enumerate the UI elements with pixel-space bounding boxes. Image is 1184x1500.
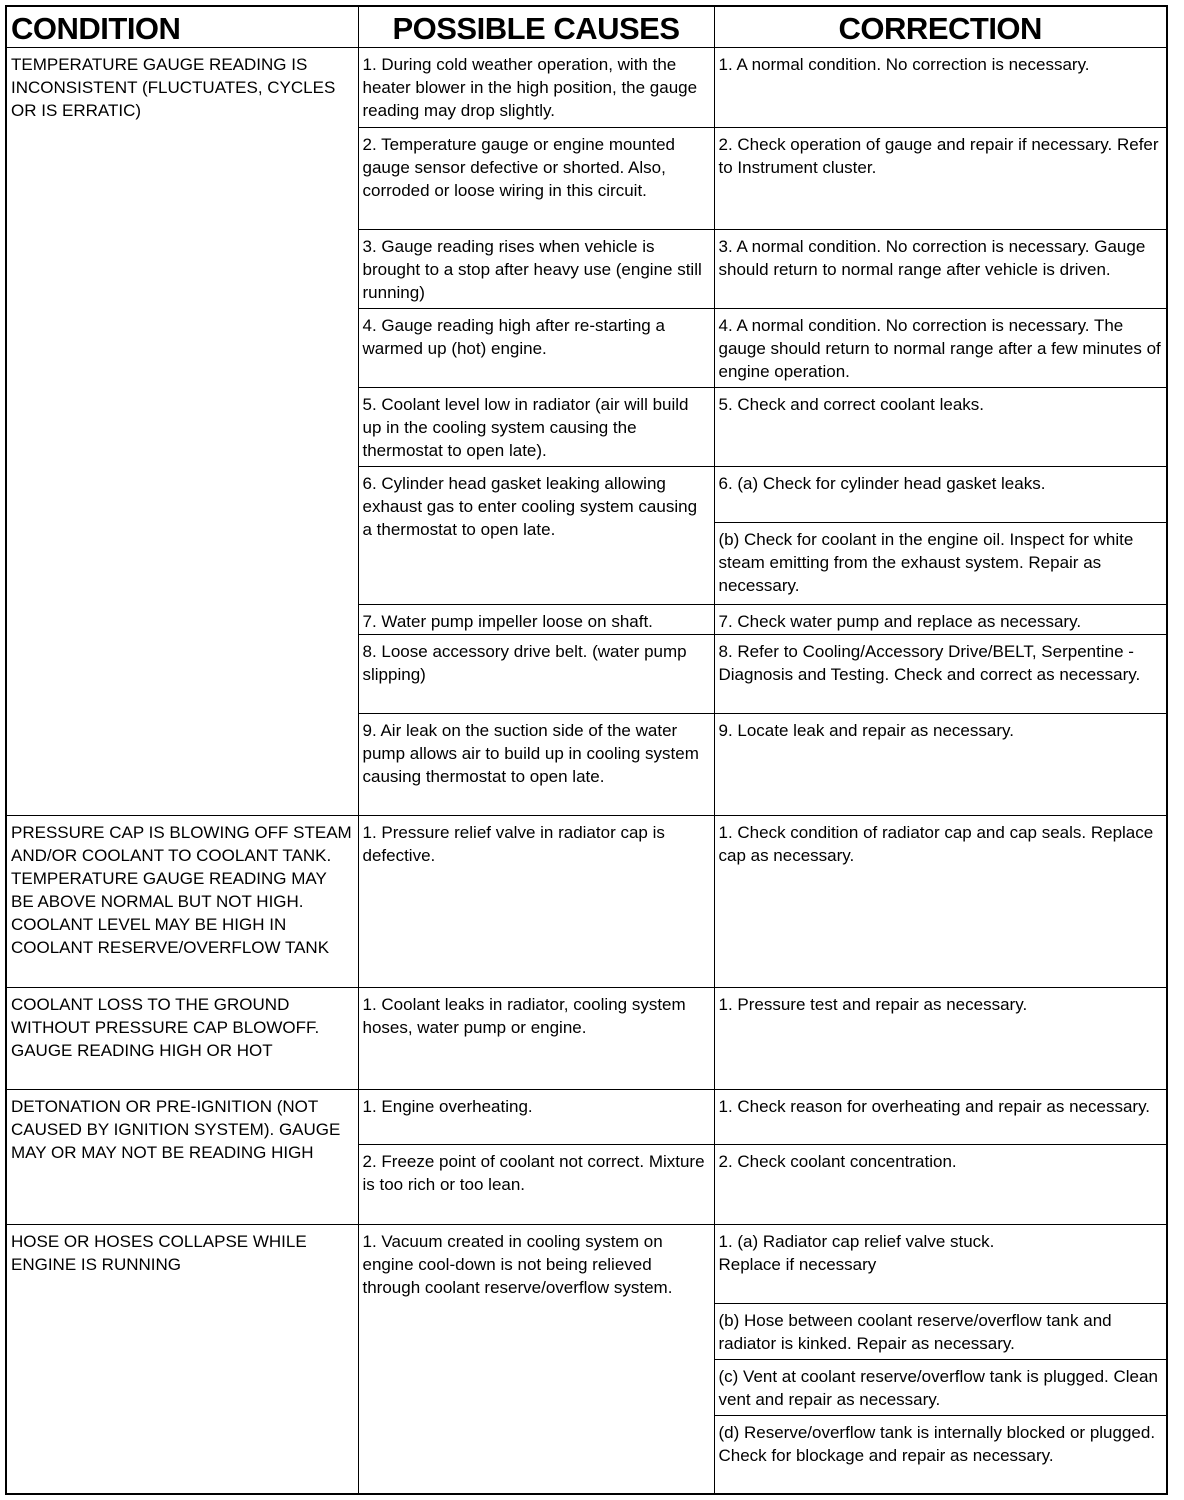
correction-cell: 1. Check reason for overheating and repair as necessary. (714, 1089, 1167, 1144)
cause-cell: 1. Coolant leaks in radiator, cooling system hoses, water pump or engine. (358, 987, 714, 1089)
correction-cell: (c) Vent at coolant reserve/overflow tank is plugged. Clean vent and repair as necessary. (714, 1359, 1167, 1415)
cause-cell: 9. Air leak on the suction side of the water pump allows air to build up in cooling system causing thermostat to open late. (358, 713, 714, 815)
table-row (6, 1224, 1167, 1303)
table-row (6, 47, 1167, 127)
correction-cell: 2. Check coolant concentration. (714, 1144, 1167, 1224)
correction-cell: 1. Check condition of radiator cap and cap seals. Replace cap as necessary. (714, 815, 1167, 987)
correction-cell: 1. (a) Radiator cap relief valve stuck. Replace if necessary (714, 1224, 1167, 1303)
correction-cell: 1. Pressure test and repair as necessary. (714, 987, 1167, 1089)
cause-cell: 6. Cylinder head gasket leaking allowing exhaust gas to enter cooling system causing a thermostat to open late. (358, 466, 714, 604)
table-row (6, 1089, 1167, 1144)
header-condition: CONDITION (6, 6, 358, 47)
header-correction: CORRECTION (714, 6, 1167, 47)
table-body (6, 47, 1167, 1494)
table-row (6, 987, 1167, 1089)
correction-cell: (b) Hose between coolant reserve/overflow tank and radiator is kinked. Repair as necessary. (714, 1303, 1167, 1359)
cause-cell: 1. Pressure relief valve in radiator cap is defective. (358, 815, 714, 987)
correction-cell: 7. Check water pump and replace as necessary. (714, 604, 1167, 634)
correction-cell: 5. Check and correct coolant leaks. (714, 387, 1167, 466)
cause-cell: 4. Gauge reading high after re-starting a warmed up (hot) engine. (358, 308, 714, 387)
diagnosis-table (5, 5, 1168, 1495)
correction-cell: 3. A normal condition. No correction is necessary. Gauge should return to normal range after vehicle is driven. (714, 229, 1167, 308)
correction-cell: 4. A normal condition. No correction is necessary. The gauge should return to normal range after a few minutes of engine operation. (714, 308, 1167, 387)
cause-cell: 2. Freeze point of coolant not correct. Mixture is too rich or too lean. (358, 1144, 714, 1224)
cause-cell: 8. Loose accessory drive belt. (water pump slipping) (358, 634, 714, 713)
correction-cell: 2. Check operation of gauge and repair if necessary. Refer to Instrument cluster. (714, 127, 1167, 229)
correction-cell: 1. A normal condition. No correction is necessary. (714, 47, 1167, 127)
cause-cell: 1. During cold weather operation, with the heater blower in the high position, the gauge reading may drop slightly. (358, 47, 714, 127)
cause-cell: 1. Vacuum created in cooling system on engine cool-down is not being relieved through coolant reserve/overflow system. (358, 1224, 714, 1494)
cause-cell: 7. Water pump impeller loose on shaft. (358, 604, 714, 634)
condition-cell: TEMPERATURE GAUGE READING IS INCONSISTENT (FLUCTUATES, CYCLES OR IS ERRATIC) (6, 47, 358, 815)
correction-cell: (d) Reserve/overflow tank is internally blocked or plugged. Check for blockage and repair as necessary. (714, 1415, 1167, 1494)
correction-cell: (b) Check for coolant in the engine oil. Inspect for white steam emitting from the exhaust system. Repair as necessary. (714, 522, 1167, 604)
correction-cell: 6. (a) Check for cylinder head gasket leaks. (714, 466, 1167, 522)
correction-cell: 9. Locate leak and repair as necessary. (714, 713, 1167, 815)
cause-cell: 1. Engine overheating. (358, 1089, 714, 1144)
condition-cell: COOLANT LOSS TO THE GROUND WITHOUT PRESSURE CAP BLOWOFF. GAUGE READING HIGH OR HOT (6, 987, 358, 1089)
cause-cell: 2. Temperature gauge or engine mounted gauge sensor defective or shorted. Also, corroded or loose wiring in this circuit. (358, 127, 714, 229)
header-possible-causes: POSSIBLE CAUSES (358, 6, 714, 47)
condition-cell: DETONATION OR PRE-IGNITION (NOT CAUSED BY IGNITION SYSTEM). GAUGE MAY OR MAY NOT BE READING HIGH (6, 1089, 358, 1224)
condition-cell: HOSE OR HOSES COLLAPSE WHILE ENGINE IS RUNNING (6, 1224, 358, 1494)
cause-cell: 5. Coolant level low in radiator (air will build up in the cooling system causing the thermostat to open late). (358, 387, 714, 466)
header-row (6, 6, 1167, 47)
condition-cell: PRESSURE CAP IS BLOWING OFF STEAM AND/OR COOLANT TO COOLANT TANK. TEMPERATURE GAUGE READING MAY BE ABOVE NORMAL BUT NOT HIGH. COOLANT LEVEL MAY BE HIGH IN COOLANT RESERVE/OVERFLOW TANK (6, 815, 358, 987)
cause-cell: 3. Gauge reading rises when vehicle is brought to a stop after heavy use (engine still running) (358, 229, 714, 308)
table-row (6, 815, 1167, 987)
correction-cell: 8. Refer to Cooling/Accessory Drive/BELT, Serpentine - Diagnosis and Testing. Check and correct as necessary. (714, 634, 1167, 713)
